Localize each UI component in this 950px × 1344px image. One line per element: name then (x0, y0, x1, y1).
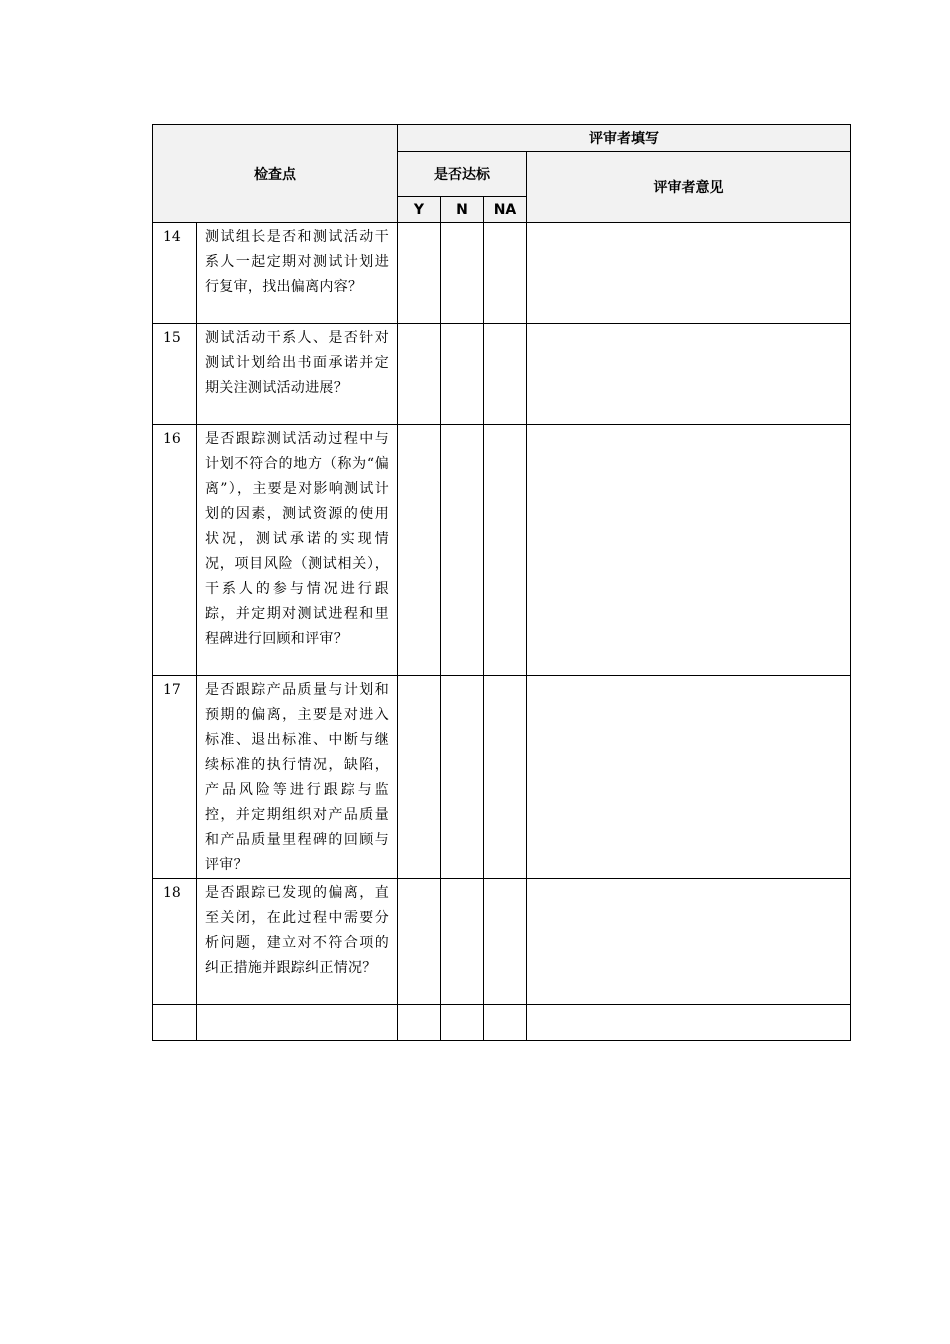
table-row (153, 879, 851, 1005)
y-cell[interactable] (398, 676, 441, 879)
opinion-cell[interactable] (527, 324, 851, 425)
reviewer-fill-header: 评审者填写 (398, 125, 851, 152)
item-number (153, 1005, 197, 1041)
item-text: 测试活动干系人、是否针对测试计划给出书面承诺并定期关注测试活动进展？ (197, 324, 398, 425)
item-number: 18 (153, 879, 197, 1005)
opinion-cell[interactable] (527, 223, 851, 324)
n-cell[interactable] (441, 1005, 484, 1041)
opinion-cell[interactable] (527, 879, 851, 1005)
item-text: 是否跟踪已发现的偏离，直至关闭，在此过程中需要分析问题，建立对不符合项的纠正措施并跟踪纠正情况？ (197, 879, 398, 1005)
n-cell[interactable] (441, 324, 484, 425)
item-number: 14 (153, 223, 197, 324)
item-text: 是否跟踪产品质量与计划和预期的偏离，主要是对进入标准、退出标准、中断与继续标准的执行情况，缺陷，产品风险等进行跟踪与监控，并定期组织对产品质量和产品质量里程碑的回顾与评审？ (197, 676, 398, 879)
na-cell[interactable] (484, 1005, 527, 1041)
item-text: 测试组长是否和测试活动干系人一起定期对测试计划进行复审，找出偏离内容？ (197, 223, 398, 324)
n-cell[interactable] (441, 676, 484, 879)
y-cell[interactable] (398, 223, 441, 324)
y-cell[interactable] (398, 324, 441, 425)
n-cell[interactable] (441, 425, 484, 676)
item-number: 17 (153, 676, 197, 879)
y-cell[interactable] (398, 1005, 441, 1041)
na-cell[interactable] (484, 223, 527, 324)
table-row (153, 425, 851, 676)
col-y-header: Y (398, 197, 441, 223)
na-cell[interactable] (484, 676, 527, 879)
checkpoint-header: 检查点 (153, 125, 398, 223)
n-cell[interactable] (441, 223, 484, 324)
item-text (197, 1005, 398, 1041)
y-cell[interactable] (398, 879, 441, 1005)
na-cell[interactable] (484, 879, 527, 1005)
item-number: 15 (153, 324, 197, 425)
table-row (153, 324, 851, 425)
opinion-cell[interactable] (527, 1005, 851, 1041)
opinion-cell[interactable] (527, 676, 851, 879)
reviewer-opinion-header: 评审者意见 (527, 152, 851, 223)
y-cell[interactable] (398, 425, 441, 676)
n-cell[interactable] (441, 879, 484, 1005)
item-text: 是否跟踪测试活动过程中与计划不符合的地方（称为“偏离”），主要是对影响测试计划的因素，测试资源的使用状况，测试承诺的实现情况，项目风险（测试相关），干系人的参与情况进行跟踪，并定期对测试进程和里程碑进行回顾和评审？ (197, 425, 398, 676)
table-row (153, 223, 851, 324)
na-cell[interactable] (484, 324, 527, 425)
opinion-cell[interactable] (527, 425, 851, 676)
review-checklist-table (152, 124, 851, 1041)
col-n-header: N (441, 197, 484, 223)
col-na-header: NA (484, 197, 527, 223)
compliance-header: 是否达标 (398, 152, 527, 197)
na-cell[interactable] (484, 425, 527, 676)
table-row (153, 1005, 851, 1041)
item-number: 16 (153, 425, 197, 676)
table-row (153, 676, 851, 879)
